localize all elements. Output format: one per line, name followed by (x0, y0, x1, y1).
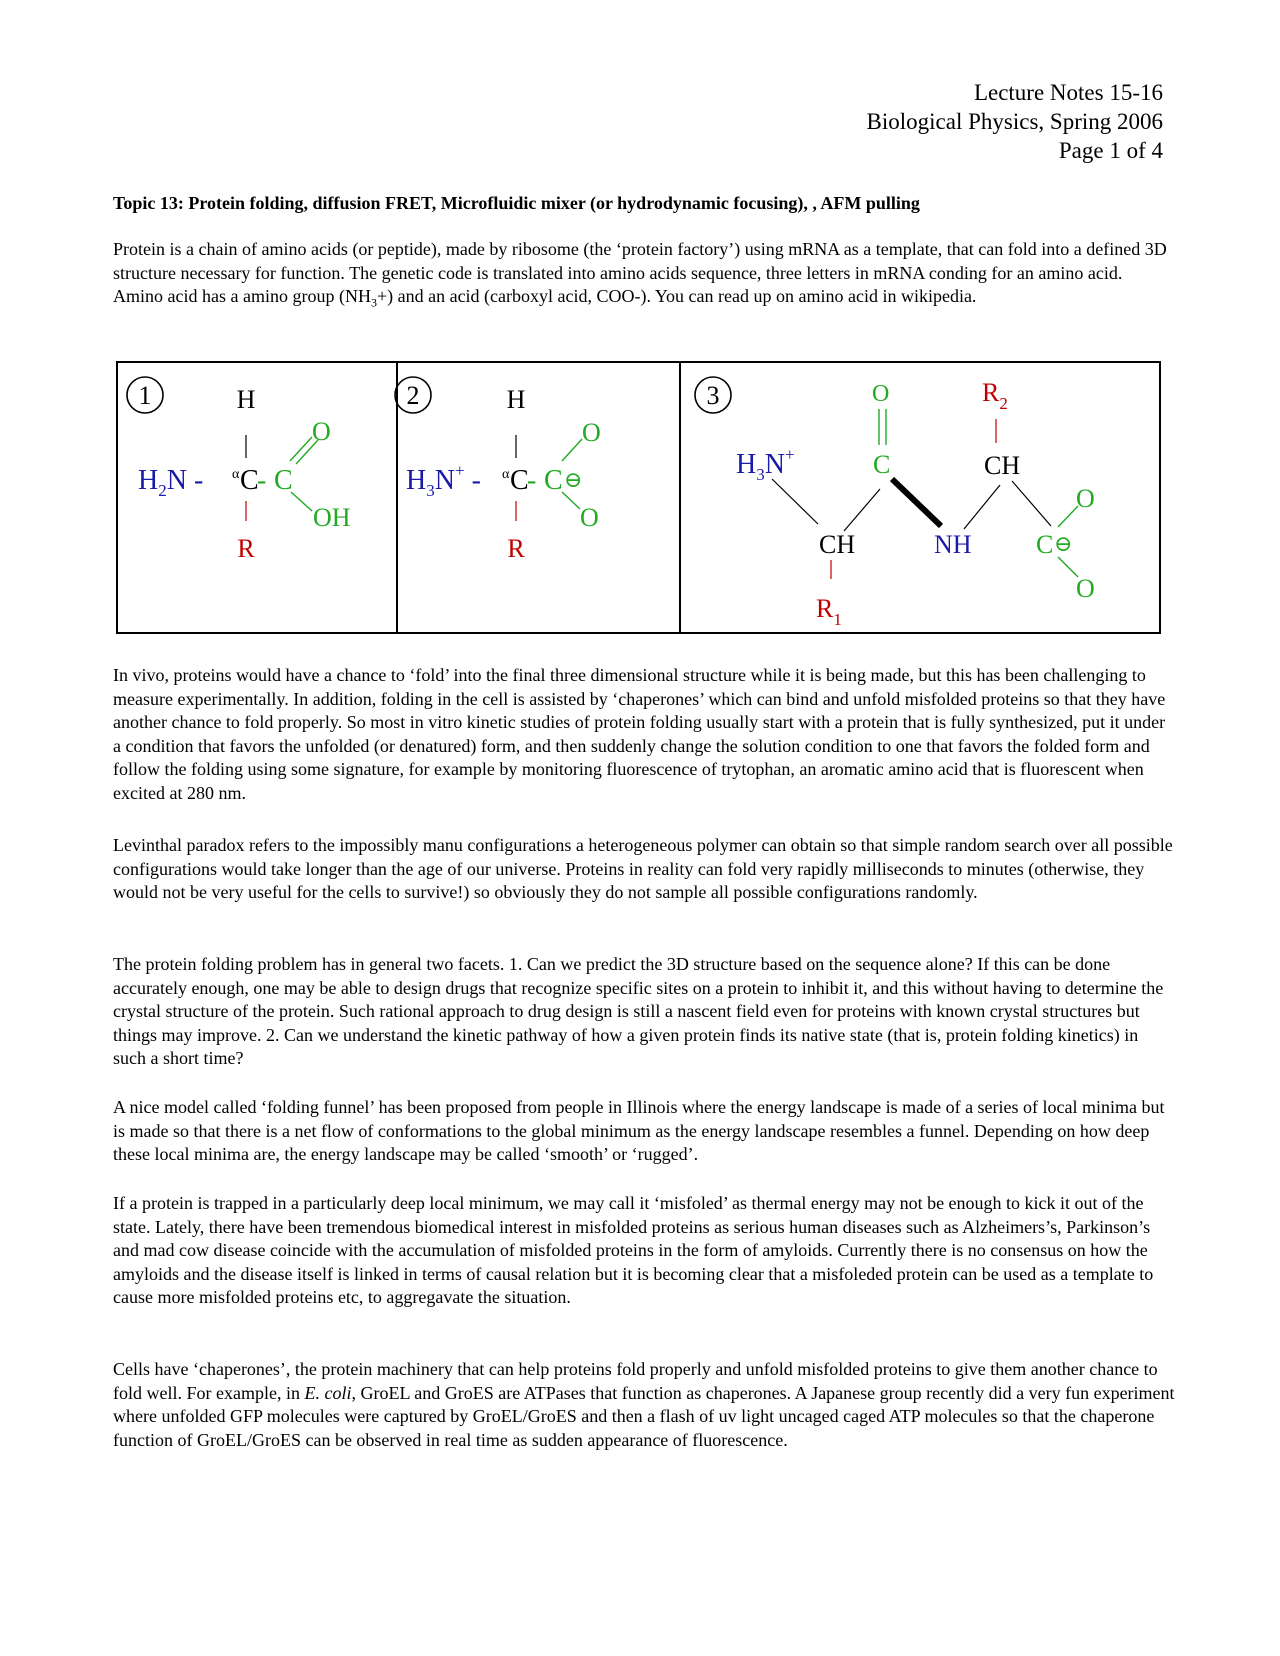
alpha-hydrogen: H (236, 385, 256, 414)
carboxylate-carbon: C (544, 465, 563, 496)
carboxylate-oxygen-1: O (582, 418, 601, 447)
carbonyl-oxygen: O (312, 417, 331, 446)
panel-1-amino-acid (127, 377, 351, 563)
panel-2-zwitterion (395, 377, 601, 563)
header-course-title: Biological Physics, Spring 2006 (866, 109, 1163, 134)
page-header (867, 78, 1163, 165)
bond-c-o2 (562, 492, 580, 509)
bond-dash-2: - (527, 465, 537, 496)
panel-3-dipeptide (695, 377, 1095, 629)
topic-heading: Topic 13: Protein folding, diffusion FRET, Microfluidic mixer (or hydrodynamic focusing), , AFM pulling (113, 193, 920, 213)
paragraph-chaperones (113, 1358, 1175, 1452)
c-terminal-oxygen-2: O (1076, 574, 1095, 603)
paragraph-folding-funnel: A nice model called ‘folding funnel’ has been proposed from people in Illinois where the energy landscape is made of a series of local minima but is made so that there is a net flow of conformations to the global minimum as the energy landscape resembles a funnel. Depending on how deep these local minima are, the energy landscape may be called ‘smooth’ or ‘rugged’. (113, 1097, 1165, 1164)
intro-paragraph (113, 238, 1175, 315)
side-chain: R (237, 534, 255, 563)
alpha-hydrogen-2: H (506, 385, 526, 414)
intro-text-b: +) and an acid (carboxyl acid, COO-). You can read up on amino acid in wikipedia. (376, 286, 977, 306)
amino-acid-diagram (116, 361, 1161, 634)
header-course-notes: Lecture Notes 15-16 (973, 80, 1163, 105)
alpha-label-2: α (502, 467, 510, 482)
amino-acid-figure (116, 361, 1161, 634)
side-chain-r2: $R_2$ (982, 378, 1008, 413)
alpha-carbon-2-peptide: CH (984, 451, 1021, 480)
alpha-carbon-1: CH (819, 530, 856, 559)
alpha-carbon-2: C (510, 465, 529, 496)
bond-dash: - (257, 465, 267, 496)
bond-ca2-c (1012, 481, 1051, 526)
alpha-label: α (232, 467, 240, 482)
carboxylate-oxygen-2: O (580, 503, 599, 532)
paragraph-misfolded: If a protein is trapped in a particularly deep local minimum, we may call it ‘misfoled’ as thermal energy may not be enough to kick it out of the state. Lately, there have been tremendous biomedical interest in misfolded proteins as serious human diseases such as Alzheimers’s, Parkinson’s and mad cow disease coincide with the accumulation of misfolded proteins in the form of amyloids. Currently there is no consensus on how the amyloids and the disease itself is linked in terms of causal relation but it is becoming clear that a misfoleded protein can be used as a template to cause more misfolded proteins etc, to aggregavate the situation. (113, 1193, 1154, 1307)
side-chain-r1: $R_1$ (816, 594, 842, 629)
carbonyl-carbon: C (873, 450, 891, 479)
intro-text-a: Protein is a chain of amino acids (or peptide), made by ribosome (the ‘protein factory’) using mRNA as a template, that can fold into a defined 3D structure necessary for function. The genetic code is translated into amino acids sequence, three letters in mRNA conding for an amino acid. Amino acid has a amino group (NH (113, 239, 1167, 306)
bond-c-o1 (562, 439, 582, 461)
bond-n-ca1 (772, 479, 818, 524)
bond-n-ca2 (964, 485, 1000, 529)
peptide-bond (892, 479, 941, 526)
chaperones-text-a: Cells have ‘chaperones’, the protein machinery that can help proteins fold properly and unfold misfolded proteins to give them another chance to fold well. For example, in (113, 1359, 1158, 1403)
carboxyl-carbon: C (274, 465, 293, 496)
paragraph-folding-problem: The protein folding problem has in general two facets. 1. Can we predict the 3D structure based on the sequence alone? If this can be done accurately enough, one may be able to design drugs that recognize specific sites on a protein to inhibit it, and this without having to determine the crystal structure of the protein. Such rational approach to drug design is still a nascent field even for proteins with known crystal structures but things may improve. 2. Can we understand the kinetic pathway of how a given protein finds its native state (that is, protein folding kinetics) in such a short time? (113, 954, 1164, 1068)
organism-name: E. coli (304, 1382, 352, 1403)
panel-2-number: 2 (406, 381, 420, 410)
intro-subscript: 3 (370, 295, 377, 310)
header-page-number: Page 1 of 4 (1058, 138, 1163, 163)
bond-c-o2-3 (1058, 557, 1078, 577)
paragraph-levinthal: Levinthal paradox refers to the impossibly manu configurations a heterogeneous polymer can obtain so that simple random search over all possible configurations would take longer than the age of our universe. Proteins in reality can fold very rapidly milliseconds to minutes (otherwise, they would not be very useful for the cells to survive!) so obviously they do not sample all possible configurations randomly. (113, 835, 1173, 902)
carbonyl-oxygen-3: O (872, 381, 890, 407)
n-terminus: $H_3N^+$ (736, 445, 795, 484)
negative-charge-3: ⊖ (1054, 531, 1073, 556)
bond-c-oh (291, 492, 312, 511)
panel-3-number: 3 (706, 381, 720, 410)
double-bond-a (290, 437, 312, 461)
c-terminal-carbon: C (1036, 530, 1054, 559)
panel-1-number: 1 (138, 381, 152, 410)
alpha-carbon: C (240, 465, 259, 496)
chaperones-text-b: , GroEL and GroES are ATPases that function as chaperones. A Japanese group recently did a very fun experiment where unfolded GFP molecules were captured by GroEL/GroES and then a flash of uv light uncaged caged ATP molecules so that the chaperone function of GroEL/GroES can be observed in real time as sudden appearance of fluorescence. (113, 1382, 1175, 1450)
side-chain-2: R (507, 534, 525, 563)
paragraph-in-vivo: In vivo, proteins would have a chance to ‘fold’ into the final three dimensional structure while it is being made, but this has been challenging to measure experimentally. In addition, folding in the cell is assisted by ‘chaperones’ which can bind and unfold misfolded proteins so that they have another chance to fold properly. So most in vitro kinetic studies of protein folding usually start with a protein that is fully synthesized, put it under a condition that favors the unfolded (or denatured) form, and then suddenly change the solution condition to one that favors the folded form and follow the folding using some signature, for example by monitoring fluorescence of trytophan, an aromatic amino acid that is fluorescent when excited at 280 nm. (113, 665, 1166, 803)
negative-charge: ⊖ (564, 467, 583, 492)
ammonium-group: $H_3N^+$ - (406, 461, 481, 500)
c-terminal-oxygen-1: O (1076, 484, 1095, 513)
amino-group: $H_2N$ - (138, 465, 204, 500)
hydroxyl-group: OH (313, 503, 351, 532)
bond-c-o1-3 (1058, 506, 1078, 527)
amide-nitrogen: NH (934, 530, 972, 559)
bond-ca1-c (844, 489, 880, 531)
